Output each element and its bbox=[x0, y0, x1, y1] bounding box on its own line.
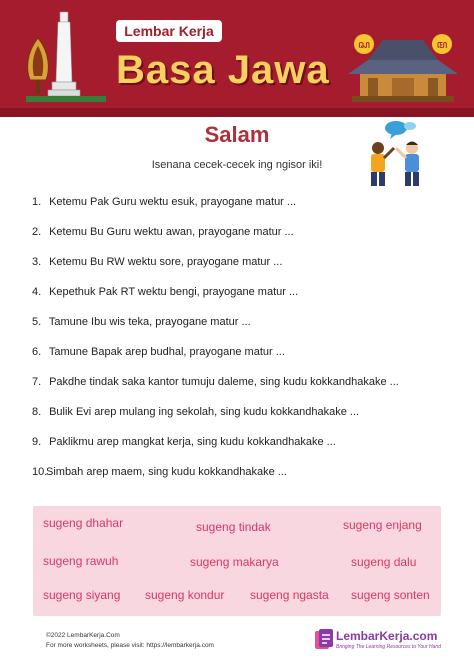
question-number: 1. bbox=[32, 196, 42, 208]
footer-more-worksheets: For more worksheets, please visit: https://lembarkerja.com bbox=[46, 642, 214, 649]
question-number: 3. bbox=[32, 256, 42, 268]
svg-text:ꦱ: ꦱ bbox=[358, 38, 370, 51]
answer-option: sugeng enjang bbox=[343, 518, 422, 532]
question-text: Pakdhe tindak saka kantor tumuju daleme, sing kudu kokkandhakake ... bbox=[49, 376, 399, 388]
question-item bbox=[32, 284, 452, 314]
svg-text:ꦩ: ꦩ bbox=[436, 38, 448, 51]
answer-option: sugeng kondur bbox=[145, 588, 225, 602]
question-number: 8. bbox=[32, 406, 42, 418]
question-item bbox=[32, 434, 452, 464]
question-item bbox=[32, 374, 452, 404]
footer-copyright: ©2022 LembarKerja.Com bbox=[46, 632, 120, 639]
worksheet-title: Basa Jawa bbox=[116, 48, 330, 92]
question-text: Paklikmu arep mangkat kerja, sing kudu kokkandhakake ... bbox=[49, 436, 336, 448]
lembarkerja-logo-icon bbox=[313, 627, 335, 651]
question-item bbox=[32, 194, 452, 224]
question-number: 7. bbox=[32, 376, 42, 388]
greeting-kids-illustration bbox=[360, 118, 430, 190]
question-list bbox=[32, 194, 452, 494]
question-text: Ketemu Bu RW wektu sore, prayogane matur ... bbox=[49, 256, 283, 268]
question-item bbox=[32, 254, 452, 284]
answer-option: sugeng dalu bbox=[351, 555, 417, 569]
question-text: Simbah arep maem, sing kudu kokkandhakake ... bbox=[46, 466, 287, 478]
instruction-text: Isenana cecek-cecek ing ngisor iki! bbox=[151, 159, 323, 171]
question-item bbox=[32, 404, 452, 434]
answer-option: sugeng rawuh bbox=[43, 554, 119, 568]
question-text: Ketemu Bu Guru wektu awan, prayogane matur ... bbox=[49, 226, 294, 238]
answer-option: sugeng ngasta bbox=[250, 588, 329, 602]
question-number: 9. bbox=[32, 436, 42, 448]
question-number: 5. bbox=[32, 316, 42, 328]
worksheet-label: Lembar Kerja bbox=[116, 20, 222, 42]
question-item bbox=[32, 464, 452, 494]
joglo-pavilion-icon bbox=[338, 26, 468, 104]
answer-option: sugeng siyang bbox=[43, 588, 121, 602]
question-text: Tamune Bapak arep budhal, prayogane matur ... bbox=[48, 346, 285, 358]
question-number: 6. bbox=[32, 346, 42, 358]
question-number: 10. bbox=[32, 466, 48, 478]
question-text: Kepethuk Pak RT wektu bengi, prayogane matur ... bbox=[49, 286, 299, 298]
answer-option: sugeng sonten bbox=[351, 588, 430, 602]
question-number: 4. bbox=[32, 286, 42, 298]
question-item bbox=[32, 344, 452, 374]
question-number: 2. bbox=[32, 226, 42, 238]
section-title: Salam bbox=[204, 122, 270, 147]
answer-option: sugeng dhahar bbox=[43, 516, 124, 530]
question-text: Tamune Ibu wis teka, prayogane matur ... bbox=[48, 316, 251, 328]
answer-option: sugeng makarya bbox=[190, 555, 279, 569]
question-text: Bulik Evi arep mulang ing sekolah, sing kudu kokkandhakake ... bbox=[49, 406, 360, 418]
question-text: Ketemu Pak Guru wektu esuk, prayogane matur ... bbox=[49, 196, 297, 208]
header-banner bbox=[0, 0, 474, 117]
tugu-monument-icon bbox=[16, 8, 106, 110]
question-item bbox=[32, 314, 452, 344]
footer-brand: LembarKerja.com bbox=[336, 629, 438, 643]
footer-tagline: Bringing The Learning Resources to Your Hand bbox=[336, 644, 441, 650]
question-item bbox=[32, 224, 452, 254]
answer-word-bank bbox=[33, 506, 441, 616]
banner-stripe bbox=[0, 108, 474, 117]
answer-option: sugeng tindak bbox=[196, 520, 271, 534]
